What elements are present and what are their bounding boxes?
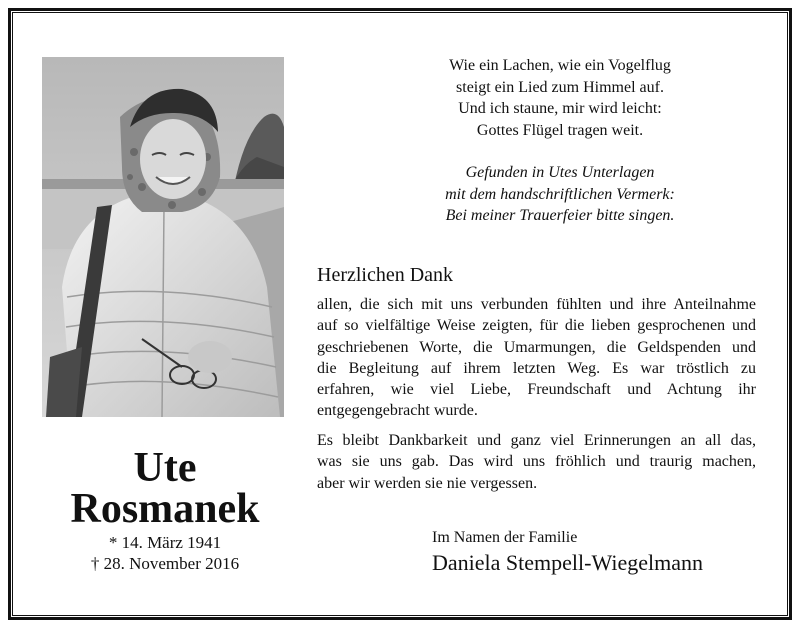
thanks-heading: Herzlichen Dank bbox=[317, 264, 454, 286]
portrait-photo bbox=[42, 57, 284, 417]
text-line: entgegengebracht wurde. bbox=[317, 402, 478, 420]
poem-line: steigt ein Lied zum Himmel auf. bbox=[456, 78, 664, 96]
text-line: allen, die sich mit uns verbunden fühlten und ihre Anteilnahme bbox=[317, 296, 756, 313]
signature-name: Daniela Stempell-Wiegelmann bbox=[432, 550, 703, 575]
note-line: Gefunden in Utes Unterlagen bbox=[465, 164, 655, 181]
poem-verse bbox=[370, 55, 750, 141]
poem-line: Wie ein Lachen, wie ein Vogelflug bbox=[449, 57, 671, 74]
text-line: die Begleitung auf ihrem letzten Weg. Es war tröstlich zu bbox=[317, 359, 756, 377]
poem-line: Gottes Flügel tragen weit. bbox=[476, 121, 644, 139]
signature-label: Im Namen der Familie bbox=[432, 529, 578, 546]
poem-line: Und ich staune, mir wird leicht: bbox=[458, 100, 662, 117]
thanks-paragraph-2 bbox=[317, 430, 756, 494]
text-line: geschriebenen Worte, die Umarmungen, die Geldspenden und bbox=[317, 338, 756, 356]
note-line: Bei meiner Trauerfeier bitte singen. bbox=[445, 207, 675, 224]
text-line: aber wir werden sie nie vergessen. bbox=[317, 474, 538, 492]
thanks-paragraph-1 bbox=[317, 294, 756, 422]
birth-date: * 14. März 1941 bbox=[108, 533, 222, 552]
death-date: † 28. November 2016 bbox=[90, 554, 240, 573]
deceased-last-name: Rosmanek bbox=[70, 486, 260, 532]
text-line: erfahren, wie viel Liebe, Freundschaft und Achtung ihr bbox=[317, 381, 756, 399]
text-line: auf so vielfältige Weise zeigten, für die lieben gesprochenen und bbox=[317, 317, 756, 335]
poem-note bbox=[370, 162, 750, 227]
deceased-first-name: Ute bbox=[133, 445, 197, 491]
text-line: Es bleibt Dankbarkeit und ganz viel Erinnerungen an all das, bbox=[317, 432, 756, 449]
text-line: was sie uns gab. Das wird uns fröhlich und traurig machen, bbox=[317, 453, 756, 471]
note-line: mit dem handschriftlichen Vermerk: bbox=[445, 185, 675, 203]
